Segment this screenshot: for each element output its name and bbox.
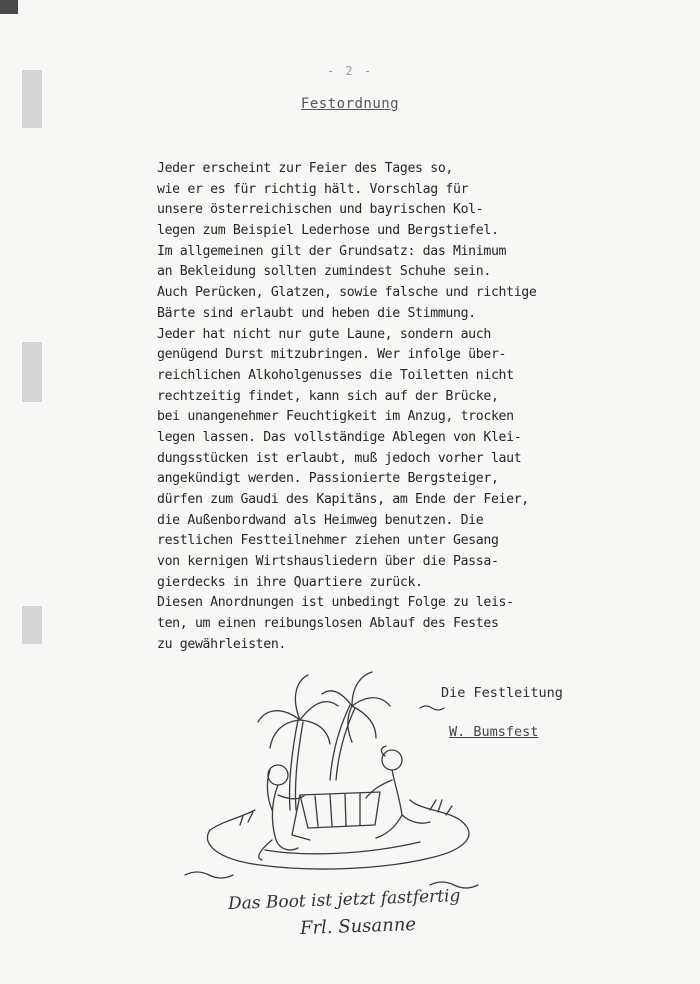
body-line: rechtzeitig findet, kann sich auf der Brücke, — [157, 388, 499, 404]
body-line: unsere österreichischen und bayrischen Kol- — [157, 202, 484, 218]
body-line: bei unangenehmer Feuchtigkeit im Anzug, trocken — [157, 409, 514, 425]
body-line: restlichen Festteilnehmer ziehen unter Gesang — [157, 533, 499, 549]
body-line: die Außenbordwand als Heimweg benutzen. Die — [157, 512, 484, 528]
island-sketch-illustration — [180, 660, 500, 900]
body-line: zu gewährleisten. — [157, 636, 287, 652]
body-line: gierdecks in ihre Quartiere zurück. — [157, 574, 423, 590]
body-line: dürfen zum Gaudi des Kapitäns, am Ende der Feier, — [157, 492, 529, 507]
body-line: von kernigen Wirtshausliedern über die Passa- — [157, 554, 499, 570]
handwritten-note-line-1: Das Boot ist jetzt fastfertig — [227, 885, 461, 915]
body-text — [157, 159, 627, 656]
signature-organization: Die Festleitung — [441, 685, 563, 701]
body-line: legen lassen. Das vollständige Ablegen von Klei- — [157, 429, 522, 445]
body-line: Bärte sind erlaubt und heben die Stimmung. — [157, 305, 476, 321]
body-line: wie er es für richtig hält. Vorschlag für — [157, 181, 469, 197]
signature-name: W. Bumsfest — [449, 724, 539, 740]
page-number: - 2 - — [326, 64, 374, 78]
body-line: legen zum Beispiel Lederhose und Bergstiefel. — [157, 223, 499, 239]
body-line: genügend Durst mitzubringen. Wer infolge über- — [157, 347, 507, 363]
body-line: ten, um einen reibungslosen Ablauf des Festes — [157, 616, 499, 632]
body-line: Auch Perücken, Glatzen, sowie falsche und richtige — [157, 285, 537, 301]
body-line: angekündigt werden. Passionierte Bergsteiger, — [157, 471, 499, 487]
handwritten-note-line-2: Frl. Susanne — [299, 913, 417, 940]
scan-mark-middle — [22, 342, 42, 402]
body-line: an Bekleidung sollten zumindest Schuhe sein. — [157, 264, 491, 280]
body-line: dungsstücken ist erlaubt, muß jedoch vorher laut — [157, 450, 522, 466]
body-line: Jeder erscheint zur Feier des Tages so, — [157, 161, 453, 176]
corner-mark — [0, 0, 18, 14]
body-line: Im allgemeinen gilt der Grundsatz: das Minimum — [157, 243, 507, 259]
body-line: Diesen Anordnungen ist unbedingt Folge zu leis- — [157, 595, 514, 611]
document-title: Festordnung — [300, 96, 400, 112]
body-line: reichlichen Alkoholgenusses die Toiletten nicht — [157, 367, 514, 383]
body-line: Jeder hat nicht nur gute Laune, sondern auch — [157, 326, 491, 342]
scan-mark-lower — [22, 606, 42, 644]
